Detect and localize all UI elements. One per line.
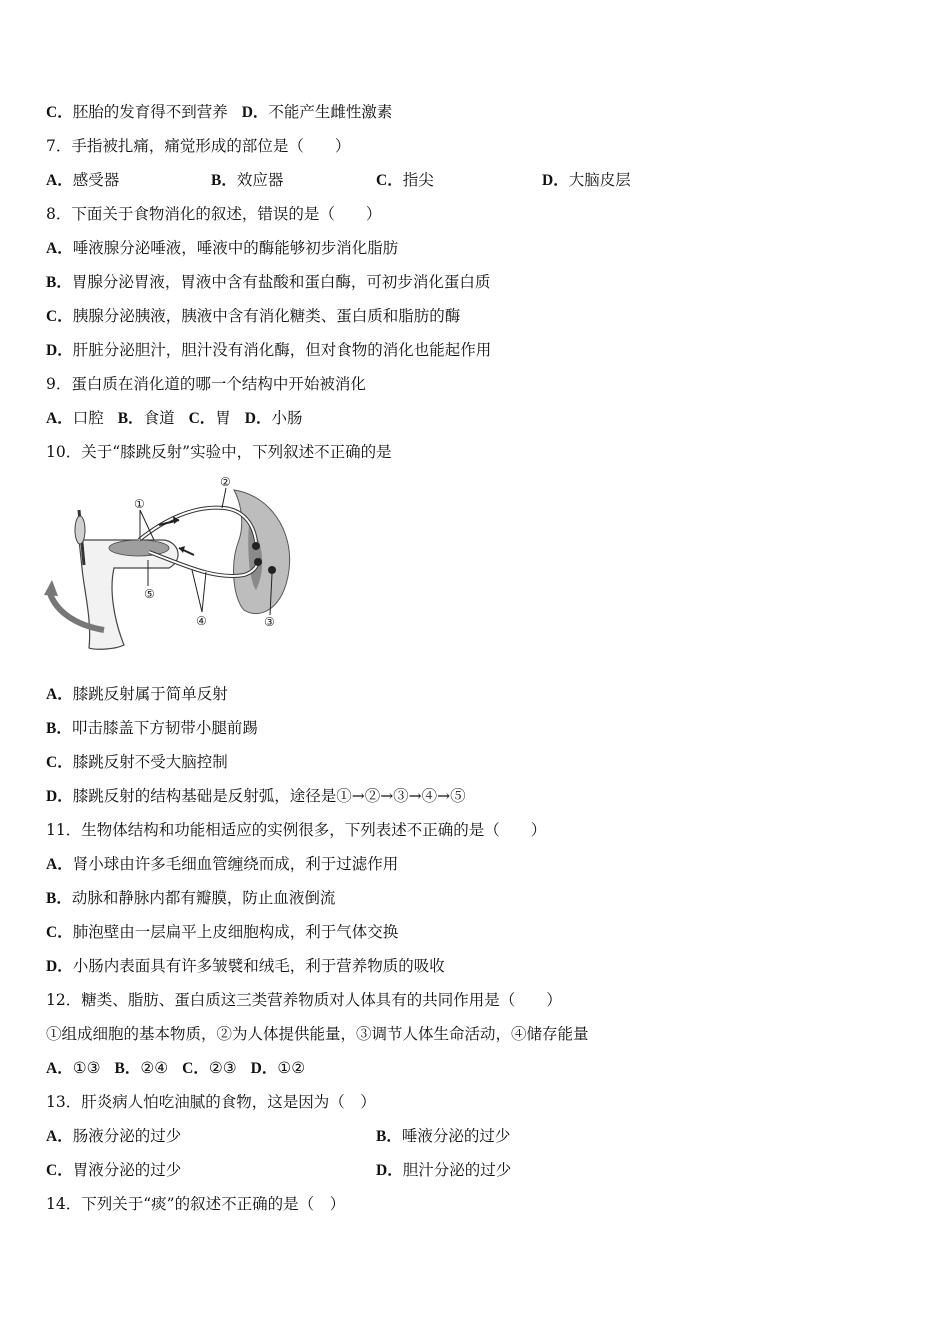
option-d: D．肝脏分泌胆汁，胆汁没有消化酶，但对食物的消化也能起作用 <box>46 341 492 359</box>
question-10: 10．关于“膝跳反射”实验中，下列叙述不正确的是 <box>46 443 392 461</box>
option-b: B．叩击膝盖下方韧带小腿前踢 <box>46 719 258 737</box>
option-line: C．胚胎的发育得不到营养 D．不能产生雌性激素 <box>46 103 393 121</box>
knee-reflex-figure <box>44 470 294 660</box>
option-a: A．肠液分泌的过少 <box>46 1127 182 1145</box>
option-c: C．肺泡壁由一层扁平上皮细胞构成，利于气体交换 <box>46 923 399 941</box>
question-13: 13．肝炎病人怕吃油腻的食物，这是因为（ ） <box>46 1093 376 1111</box>
option-d: D．膝跳反射的结构基础是反射弧，途径是①→②→③→④→⑤ <box>46 787 466 805</box>
q12-options: A．①③ B．②④ C．②③ D．①② <box>46 1059 306 1077</box>
option-c: C．胃液分泌的过少 <box>46 1161 182 1179</box>
option-d: D．小肠内表面具有许多皱襞和绒毛，利于营养物质的吸收 <box>46 957 445 975</box>
question-14: 14．下列关于“痰”的叙述不正确的是（ ） <box>46 1195 346 1213</box>
option-b: B．效应器 <box>211 171 284 189</box>
question-7: 7．手指被扎痛，痛觉形成的部位是（ ） <box>46 137 351 155</box>
option-d: D．大脑皮层 <box>542 171 631 189</box>
marker-4: ④ <box>196 614 207 628</box>
option-c: C．膝跳反射不受大脑控制 <box>46 753 228 771</box>
marker-3: ③ <box>264 615 275 629</box>
option-b: B．唾液分泌的过少 <box>376 1127 511 1145</box>
question-11: 11．生物体结构和功能相适应的实例很多，下列表述不正确的是（ ） <box>46 821 547 839</box>
marker-2: ② <box>220 475 231 489</box>
option-c: C．指尖 <box>376 171 434 189</box>
option-c: C．胰腺分泌胰液，胰液中含有消化糖类、蛋白质和脂肪的酶 <box>46 307 461 325</box>
option-b: B．胃腺分泌胃液，胃液中含有盐酸和蛋白酶，可初步消化蛋白质 <box>46 273 491 291</box>
option-b: B．动脉和静脉内都有瓣膜，防止血液倒流 <box>46 889 336 907</box>
option-a: A．膝跳反射属于简单反射 <box>46 685 228 703</box>
option-a: A．感受器 <box>46 171 120 189</box>
marker-5: ⑤ <box>144 587 155 601</box>
option-a: A．肾小球由许多毛细血管缠绕而成，利于过滤作用 <box>46 855 399 873</box>
marker-1: ① <box>134 497 145 511</box>
q9-options: A．口腔 B．食道 C．胃 D．小肠 <box>46 409 303 427</box>
question-8: 8．下面关于食物消化的叙述，错误的是（ ） <box>46 205 382 223</box>
option-d: D．胆汁分泌的过少 <box>376 1161 512 1179</box>
question-12: 12．糖类、脂肪、蛋白质这三类营养物质对人体具有的共同作用是（ ） <box>46 991 562 1009</box>
q12-statements: ①组成细胞的基本物质，②为人体提供能量，③调节人体生命活动，④储存能量 <box>46 1025 589 1043</box>
option-a: A．唾液腺分泌唾液，唾液中的酶能够初步消化脂肪 <box>46 239 399 257</box>
question-9: 9．蛋白质在消化道的哪一个结构中开始被消化 <box>46 375 366 393</box>
